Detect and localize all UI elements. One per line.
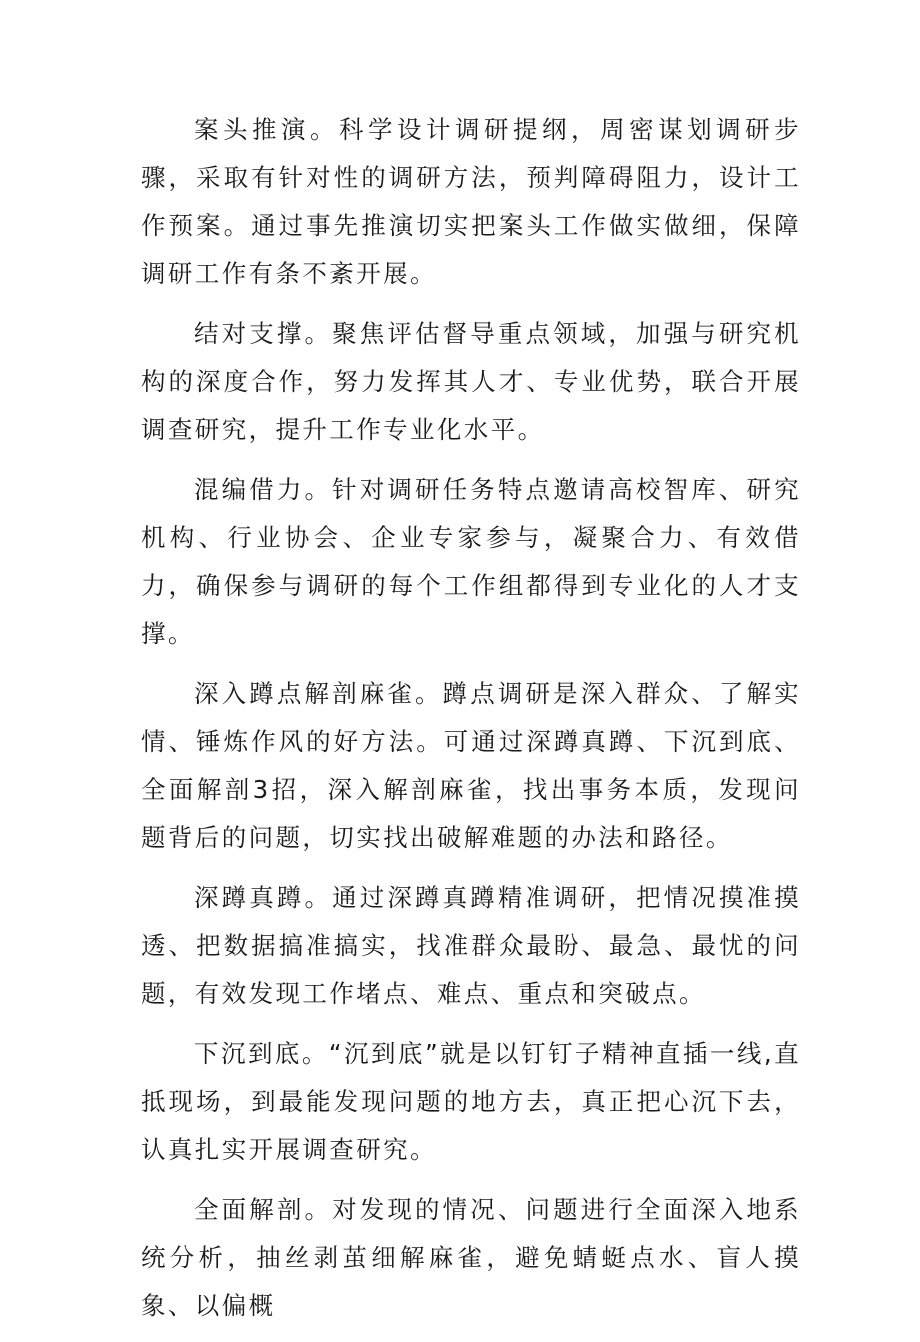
paragraph-full-dissection: 全面解剖。对发现的情况、问题进行全面深入地系统分析，抽丝剥茧细解麻雀，避免蜻蜓点水、盲人摸象、以偏概: [141, 1195, 801, 1320]
paragraph-paired-support: 结对支撑。聚焦评估督导重点领域，加强与研究机构的深度合作，努力发挥其人才、专业优势，联合开展调查研究，提升工作专业化水平。: [141, 319, 801, 444]
paragraph-desk-rehearsal: 案头推演。科学设计调研提纲，周密谋划调研步骤，采取有针对性的调研方法，预判障碍阻力，设计工作预案。通过事先推演切实把案头工作做实做细，保障调研工作有条不紊开展。: [141, 115, 801, 288]
paragraph-deep-field-research: 深入蹲点解剖麻雀。蹲点调研是深入群众、了解实情、锤炼作风的好方法。可通过深蹲真蹲、下沉到底、全面解剖3招，深入解剖麻雀，找出事务本质，发现问题背后的问题，切实找出破解难题的办法和路径。: [141, 679, 801, 852]
paragraph-deep-squat: 深蹲真蹲。通过深蹲真蹲精准调研，把情况摸准摸透、把数据搞准搞实，找准群众最盼、最急、最忧的问题，有效发现工作堵点、难点、重点和突破点。: [141, 883, 801, 1008]
document-body: [141, 106, 801, 1342]
paragraph-mixed-teams: 混编借力。针对调研任务特点邀请高校智库、研究机构、行业协会、企业专家参与，凝聚合力、有效借力，确保参与调研的每个工作组都得到专业化的人才支撑。: [141, 475, 801, 648]
paragraph-sink-to-bottom: 下沉到底。“沉到底”就是以钉钉子精神直插一线,直抵现场，到最能发现问题的地方去，真正把心沉下去，认真扎实开展调查研究。: [141, 1039, 801, 1164]
